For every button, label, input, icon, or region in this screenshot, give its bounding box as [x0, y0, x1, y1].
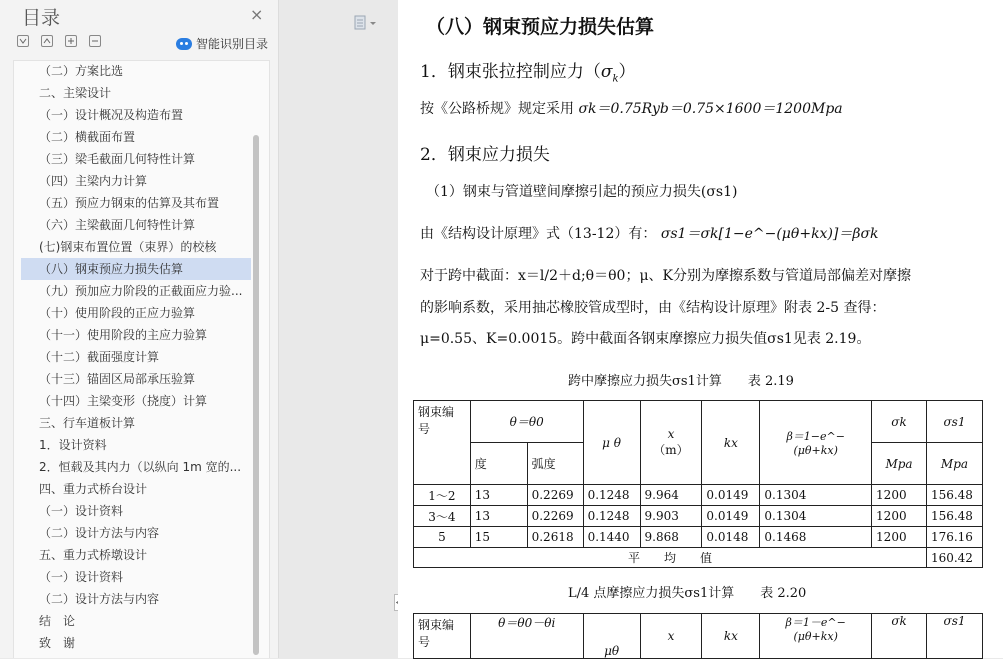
subsection-2-title: 2．钢束应力损失 — [420, 145, 550, 165]
toc-panel — [0, 0, 279, 658]
header-sigma-k: σk — [872, 401, 927, 443]
close-icon[interactable]: × — [250, 5, 264, 24]
toc-item[interactable]: （二）横截面布置 — [39, 130, 136, 144]
toc-item[interactable]: （六）主梁截面几何特性计算 — [39, 218, 196, 232]
t2-header-sigma-s1: σs1 — [927, 614, 983, 659]
header-mu-theta: μ θ — [583, 401, 640, 485]
average-label: 平 均 值 — [414, 548, 927, 568]
toc-item[interactable]: （二）方案比选 — [39, 64, 124, 78]
table-cell: 9.868 — [640, 527, 702, 548]
subsection-1-title: 1．钢束张拉控制应力$(\sigma_k)$ — [420, 62, 636, 85]
table-cell: 0.1248 — [583, 506, 640, 527]
header-sigma-s1: σs1 — [926, 401, 982, 443]
toc-title: 目录 — [22, 7, 61, 29]
friction-formula-line: 由《结构设计原理》式（13-12）有： σs1＝σk[1−e^−(μθ+kx)]＝βσk — [420, 226, 879, 242]
toc-item[interactable]: （三）梁毛截面几何特性计算 — [39, 152, 196, 166]
toc-item[interactable]: （一）设计资料 — [39, 570, 124, 584]
table-cell: 0.1304 — [760, 485, 872, 506]
table-cell: 176.16 — [926, 527, 982, 548]
toc-item[interactable]: 五、重力式桥墩设计 — [39, 548, 148, 562]
table-cell: 13 — [470, 506, 527, 527]
table-row — [414, 527, 983, 548]
table-caption-2-19: 跨中摩擦应力损失σs1计算 表 2.19 — [568, 374, 794, 389]
toc-item[interactable]: (七)钢束布置位置（束界）的校核 — [39, 240, 217, 254]
table-cell: 156.48 — [926, 506, 982, 527]
table-cell: 0.2269 — [527, 506, 583, 527]
t2-header-cable-number: 钢束编号 — [414, 614, 471, 659]
toc-item[interactable]: 1．设计资料 — [39, 438, 107, 452]
toc-item[interactable]: 结 论 — [39, 614, 76, 628]
t2-header-beta: β＝1－e^−(μθ+kx) — [760, 614, 872, 659]
toc-list — [13, 60, 270, 658]
toc-item[interactable]: 二、主梁设计 — [39, 86, 112, 100]
average-value: 160.42 — [926, 548, 982, 568]
control-stress-line: 按《公路桥规》规定采用 σk＝0.75Ryb＝0.75×1600＝1200Mpa — [420, 101, 843, 117]
unit-mpa-2: Mpa — [926, 443, 982, 485]
toc-item[interactable]: 三、行车道板计算 — [39, 416, 136, 430]
toc-item[interactable]: 致 谢 — [39, 636, 76, 650]
table-row — [414, 485, 983, 506]
table-cell: 0.1304 — [760, 506, 872, 527]
ai-icon — [176, 38, 192, 50]
t2-header-x: x — [640, 614, 702, 659]
toc-item[interactable]: （十一）使用阶段的主应力验算 — [39, 328, 208, 342]
loss-subtitle: （1）钢束与管道壁间摩擦引起的预应力损失(σs1) — [426, 184, 738, 200]
table-cell: 156.48 — [926, 485, 982, 506]
table-cell: 9.903 — [640, 506, 702, 527]
paragraph-line-1: 对于跨中截面：x＝l/2＋d;θ＝θ0；μ、K分别为摩擦系数与管道局部偏差对摩擦 — [420, 268, 911, 284]
table-cell: 1200 — [872, 527, 927, 548]
remove-item-icon[interactable] — [89, 35, 101, 47]
table-cell: 0.0149 — [702, 485, 760, 506]
friction-loss-table-midspan — [413, 400, 983, 568]
header-x: x （m） — [640, 401, 702, 485]
table-cell: 15 — [470, 527, 527, 548]
table-cell: 1200 — [872, 485, 927, 506]
table-cell: 1200 — [872, 506, 927, 527]
toc-item[interactable]: （一）设计概况及构造布置 — [39, 108, 184, 122]
document-icon[interactable] — [354, 15, 378, 35]
toc-item[interactable]: （十四）主梁变形（挠度）计算 — [39, 394, 208, 408]
toc-item[interactable]: 四、重力式桥台设计 — [39, 482, 148, 496]
toc-item[interactable]: （十三）锚固区局部承压验算 — [39, 372, 196, 386]
table-cell: 0.2269 — [527, 485, 583, 506]
t2-header-mu-theta: μθ — [583, 614, 640, 659]
table-cell: 9.964 — [640, 485, 702, 506]
toc-item[interactable]: （四）主梁内力计算 — [39, 174, 148, 188]
table-cell: 13 — [470, 485, 527, 506]
table-cell: 0.1468 — [760, 527, 872, 548]
t2-header-sigma-k: σk — [872, 614, 927, 659]
table-cell: 0.0148 — [702, 527, 760, 548]
friction-loss-table-quarter — [413, 613, 983, 659]
table-caption-2-20: L/4 点摩擦应力损失σs1计算 表 2.20 — [568, 586, 807, 601]
toc-scrollbar[interactable] — [253, 135, 259, 655]
unit-mpa-1: Mpa — [872, 443, 927, 485]
toc-item[interactable]: （一）设计资料 — [39, 504, 124, 518]
header-theta: θ＝θ0 — [470, 401, 583, 443]
table-cell: 0.2618 — [527, 527, 583, 548]
t2-header-theta: θ＝θ0－θi — [470, 614, 583, 659]
table-cell: 3～4 — [414, 506, 471, 527]
header-kx: kx — [702, 401, 760, 485]
t2-header-kx: kx — [702, 614, 760, 659]
toc-item[interactable]: （八）钢束预应力损失估算 — [21, 258, 251, 280]
table-cell: 0.1248 — [583, 485, 640, 506]
expand-up-icon[interactable] — [41, 35, 53, 47]
header-degree: 度 — [470, 443, 527, 485]
section-heading: （八）钢束预应力损失估算 — [426, 16, 655, 38]
document-page — [398, 0, 1003, 658]
paragraph-line-3: μ=0.55、K=0.0015。跨中截面各钢束摩擦应力损失值σs1见表 2.19。 — [420, 331, 871, 347]
toc-item[interactable]: （十）使用阶段的正应力验算 — [39, 306, 196, 320]
smart-toc-button[interactable]: 智能识别目录 — [176, 35, 268, 52]
toc-item[interactable]: （十二）截面强度计算 — [39, 350, 160, 364]
add-item-icon[interactable] — [65, 35, 77, 47]
toc-item[interactable]: （九）预加应力阶段的正截面应力验... — [39, 284, 243, 298]
toc-item[interactable]: （二）设计方法与内容 — [39, 526, 160, 540]
header-beta: β＝1−e^−(μθ+kx) — [760, 401, 872, 485]
header-cable-number: 钢束编号 — [414, 401, 471, 485]
table-cell: 0.0149 — [702, 506, 760, 527]
table-cell: 5 — [414, 527, 471, 548]
table-row — [414, 506, 983, 527]
table-cell: 1～2 — [414, 485, 471, 506]
toc-item[interactable]: 2．恒载及其内力（以纵向 1m 宽的... — [39, 460, 242, 474]
toc-item[interactable]: （二）设计方法与内容 — [39, 592, 160, 606]
toc-item[interactable]: （五）预应力钢束的估算及其布置 — [39, 196, 220, 210]
paragraph-line-2: 的影响系数，采用抽芯橡胶管成型时，由《结构设计原理》附表 2-5 查得： — [420, 300, 886, 316]
header-radian: 弧度 — [527, 443, 583, 485]
collapse-all-icon[interactable] — [17, 35, 29, 47]
table-cell: 0.1440 — [583, 527, 640, 548]
